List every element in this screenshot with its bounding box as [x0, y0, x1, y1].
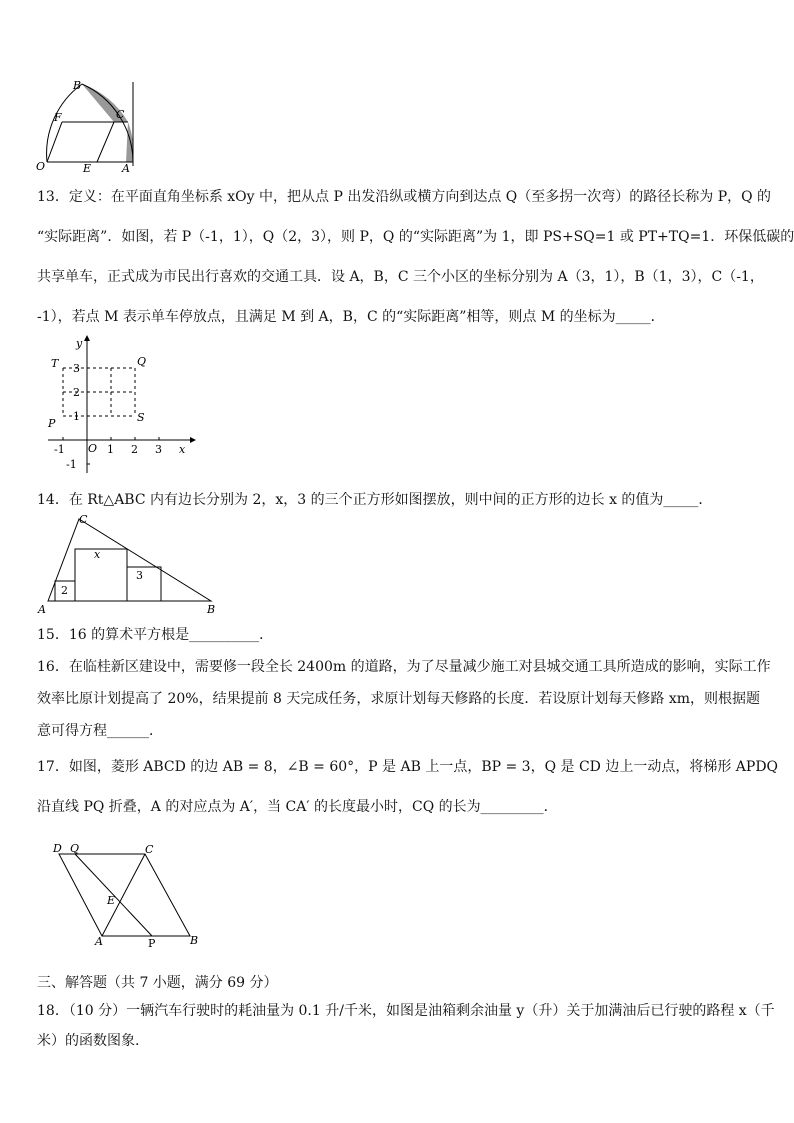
rh-label-C: C: [145, 843, 154, 856]
rh-label-A: A: [95, 935, 103, 948]
q16-line1: 16．在临桂新区建设中，需要修一段全长 2400m 的道路，为了尽量减少施工对县城交通工具所造成的影响，实际工作: [37, 659, 771, 675]
tri-label-A: A: [38, 603, 46, 616]
rh-label-B: B: [190, 934, 199, 947]
coordinate-figure: [40, 333, 200, 478]
square-3-label: 3: [136, 569, 143, 582]
x-tick-1: 1: [107, 443, 114, 456]
q14-line1: 14．在 Rt△ABC 内有边长分别为 2，x，3 的三个正方形如图摆放，则中间的正方形的边长 x 的值为_____．: [37, 492, 713, 508]
point-S-label: S: [137, 411, 145, 424]
x-tick-neg1: -1: [54, 443, 65, 456]
x-tick-3: 3: [155, 443, 162, 456]
sector-figure: [30, 78, 140, 174]
square-x-label: x: [94, 548, 101, 561]
label-A: A: [122, 162, 130, 174]
q17-line1: 17．如图，菱形 ABCD 的边 AB = 8，∠B = 60°，P 是 AB 上一点，BP = 3，Q 是 CD 边上一动点，将梯形 APDQ: [37, 759, 779, 775]
label-O: O: [36, 160, 46, 173]
q15-line1: 15．16 的算术平方根是__________．: [37, 627, 274, 643]
square-2-label: 2: [61, 584, 68, 597]
q13-line3: 共享单车，正式成为市民出行喜欢的交通工具．设 A，B，C 三个小区的坐标分别为 A（3，1），B（1，3），C（-1，: [37, 269, 764, 285]
origin-label: O: [88, 442, 98, 455]
rh-label-D: D: [53, 842, 62, 855]
q18-line2: 米）的函数图象.: [37, 1033, 140, 1049]
y-tick-3: 3: [73, 362, 80, 375]
tri-label-C: C: [79, 513, 88, 526]
label-B: B: [73, 79, 82, 92]
triangle-figure: [35, 510, 225, 618]
y-tick-2: 2: [73, 386, 80, 399]
rh-label-P: P: [148, 937, 156, 950]
q16-line3: 意可得方程______．: [37, 723, 163, 739]
label-C: C: [116, 108, 125, 121]
y-tick-neg1: -1: [66, 458, 77, 471]
tri-label-B: B: [207, 603, 216, 616]
q16-line2: 效率比原计划提高了 20%，结果提前 8 天完成任务，求原计划每天修路的长度．若设原计划每天修路 xm，则根据题: [37, 691, 760, 707]
y-tick-1: 1: [73, 410, 80, 423]
axis-y-label: y: [76, 337, 83, 350]
point-P-label: P: [48, 417, 56, 430]
q18-line1: 18．（10 分）一辆汽车行驶时的耗油量为 0.1 升/千米，如图是油箱剩余油量 y（升）关于加满油后已行驶的路程 x（千: [37, 1003, 775, 1019]
point-T-label: T: [51, 357, 59, 370]
rh-label-Q: Q: [70, 842, 80, 855]
x-tick-2: 2: [131, 443, 138, 456]
q17-line2: 沿直线 PQ 折叠，A 的对应点为 A′，当 CA′ 的长度最小时，CQ 的长为_________．: [37, 799, 558, 815]
rhombus-figure: [45, 838, 215, 954]
q13-line2: “实际距离”．如图，若 P（-1，1），Q（2，3），则 P，Q 的“实际距离”为 1，即 PS+SQ=1 或 PT+TQ=1．环保低碳的: [37, 229, 794, 245]
q13-line1: 13．定义：在平面直角坐标系 xOy 中，把从点 P 出发沿纵或横方向到达点 Q（至多拐一次弯）的路径长称为 P，Q 的: [37, 189, 772, 205]
label-E: E: [83, 162, 92, 174]
section-3-title: 三、解答题（共 7 小题，满分 69 分）: [37, 975, 278, 991]
q13-line4: -1），若点 M 表示单车停放点，且满足 M 到 A，B，C 的“实际距离”相等，则点 M 的坐标为_____．: [37, 309, 665, 325]
label-F: F: [54, 111, 62, 124]
point-Q-label: Q: [137, 355, 147, 368]
axis-x-label: x: [179, 443, 186, 456]
rh-label-E: E: [107, 894, 116, 907]
